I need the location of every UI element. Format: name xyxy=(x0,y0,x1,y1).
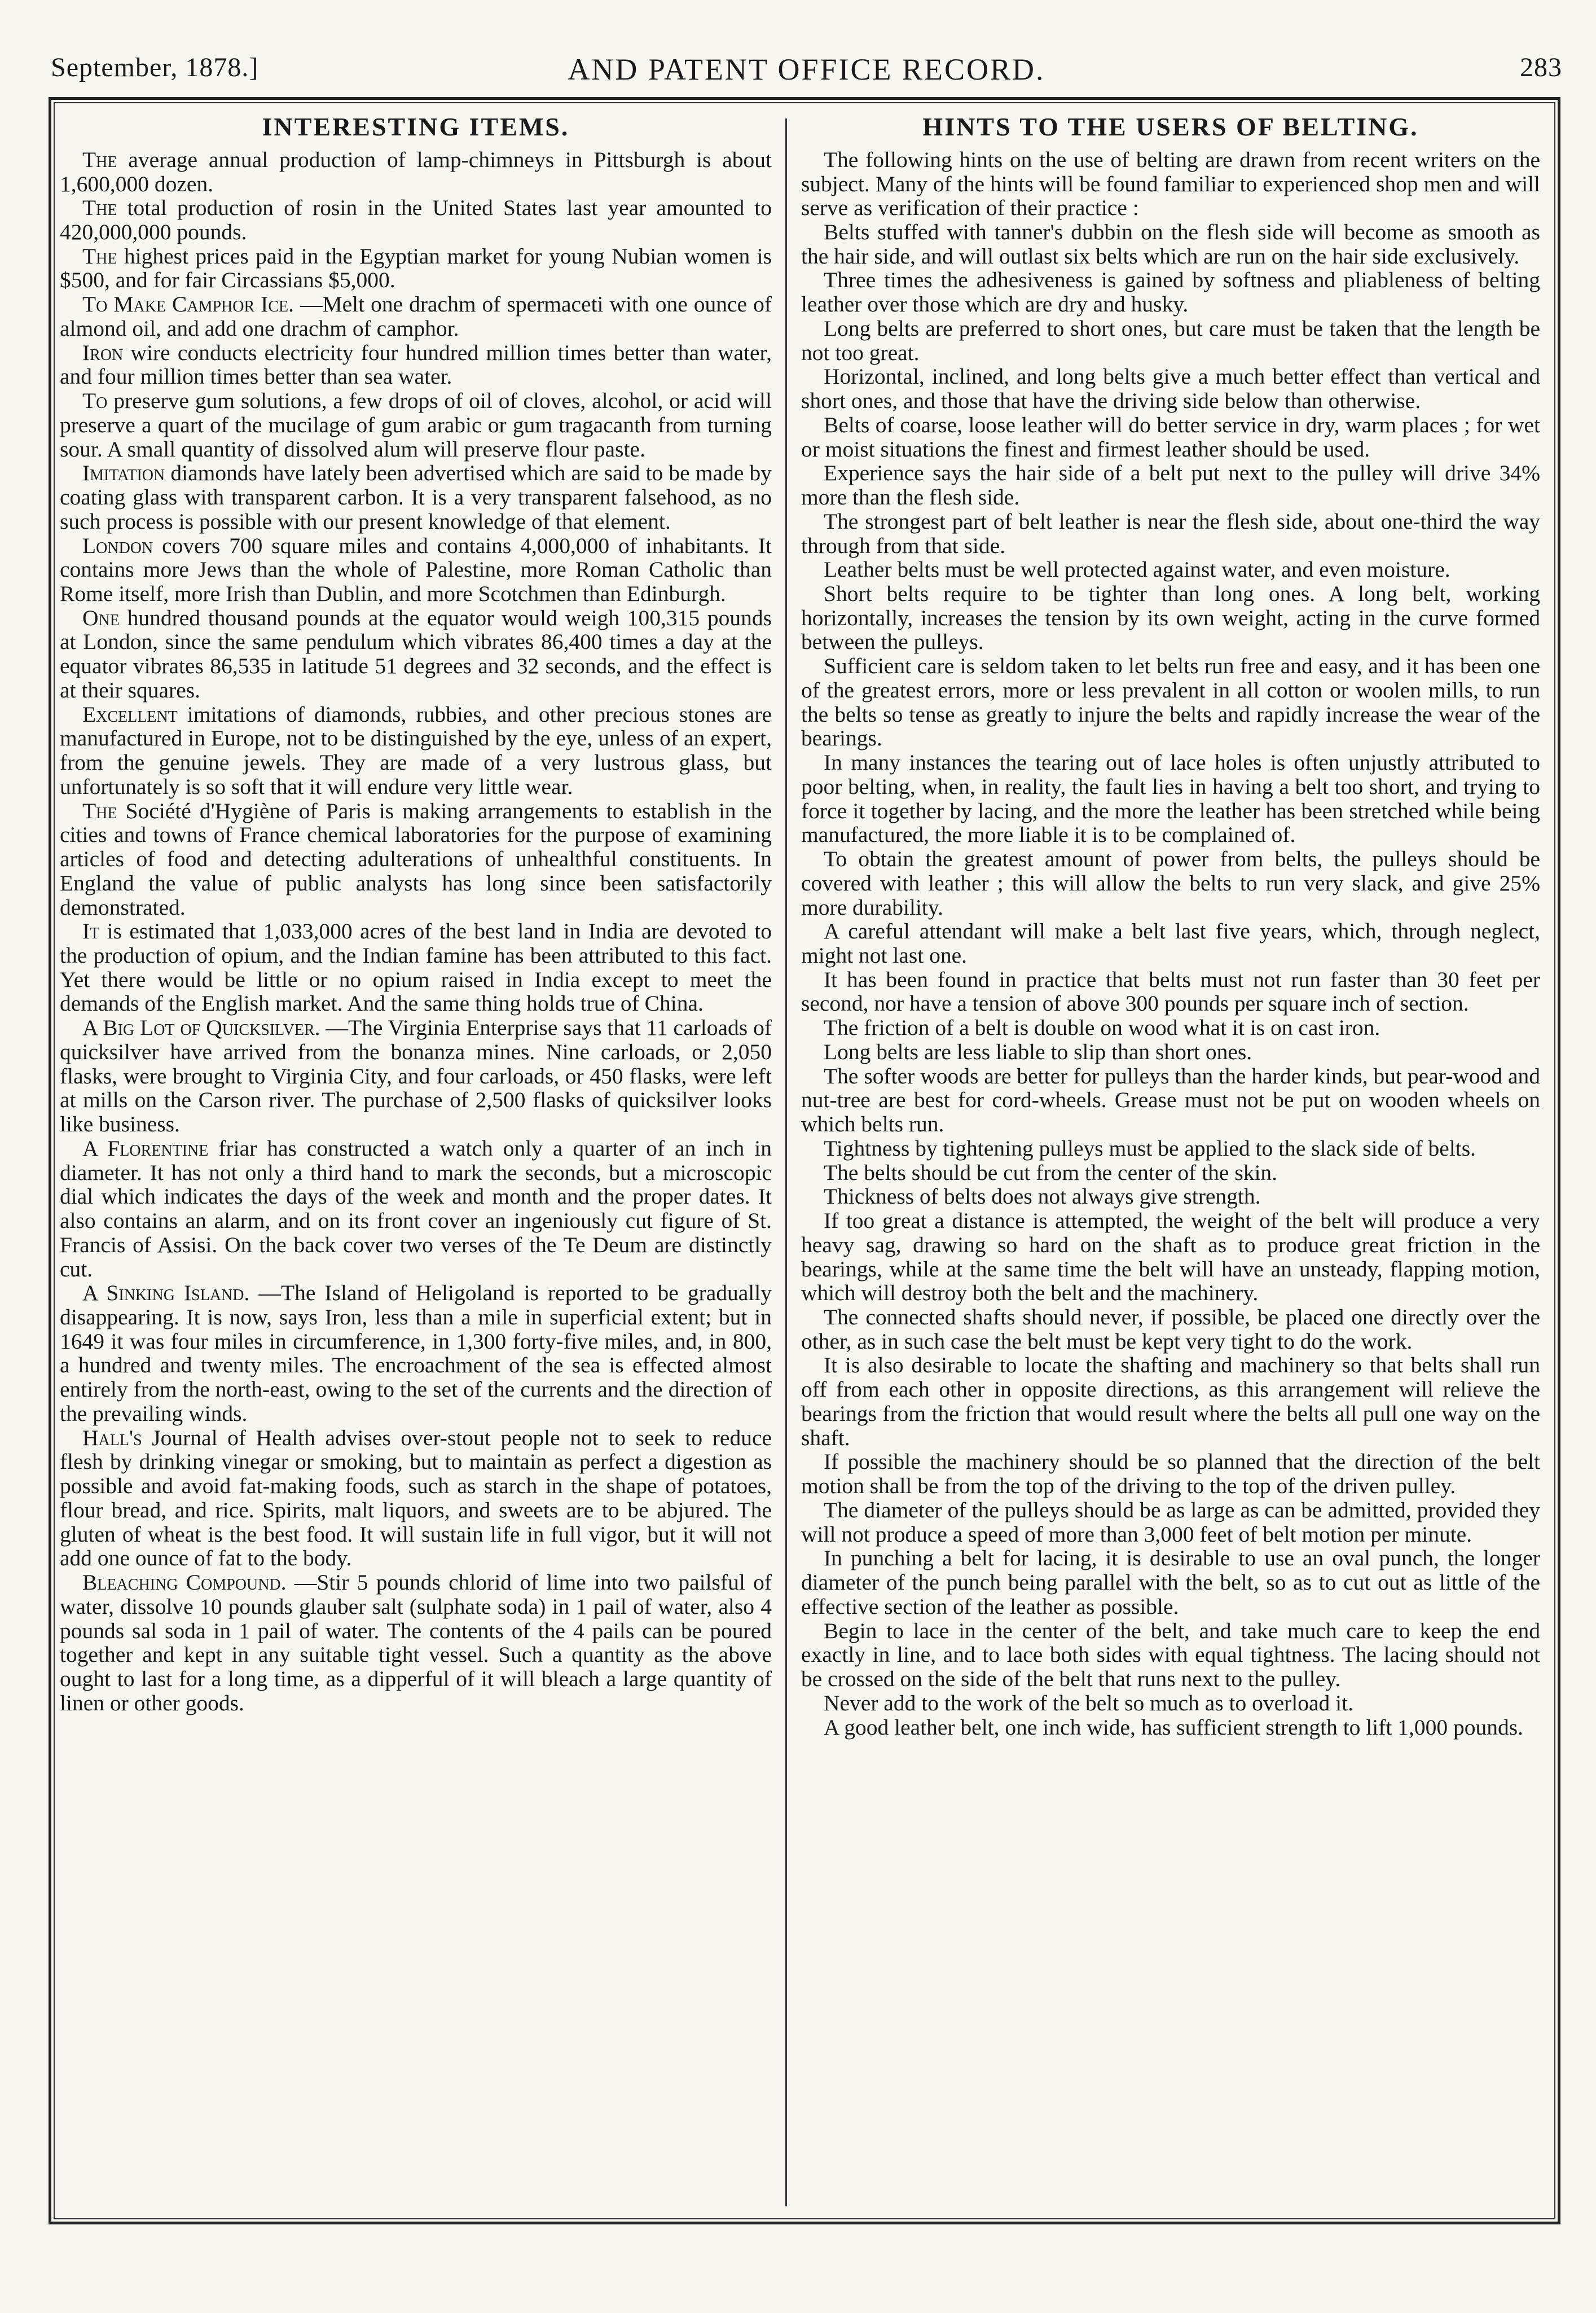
item-lead: To Make Camphor Ice. xyxy=(82,292,294,317)
item-text: —The Island of Heligoland is reported to be gradually disappearing. It is now, says Iron, less than a mile in superficial extent; but in 1649 it was four miles in circumference, in 1,300 forty-five miles, and, in 800, a hundred and twenty miles. The encroachment of the sea is effected almost entirely from the north-east, owing to the set of the currents and the direction of the prevailing winds. xyxy=(60,1280,772,1426)
hint-paragraph: The softer woods are better for pulleys than the harder kinds, but pear-wood and nut-tree are best for cord-wheels. Grease must not be put on wooden wheels on which belts run. xyxy=(801,1063,1540,1137)
hint-paragraph: Leather belts must be well protected against water, and even moisture. xyxy=(824,557,1450,582)
item-text: —Stir 5 pounds chlorid of lime into two pailsful of water, dissolve 10 pounds glauber salt (sulphate soda) in 1 pail of water, also 4 pounds sal soda in 1 pail of water. The contents of the 4 pails can be poured together and kept in any suitable tight vessel. Such a quantity as the above ought to last for a long time, as a dipperful of it will bleach a large quantity of linen or other goods. xyxy=(60,1570,772,1715)
item-paragraph xyxy=(60,606,772,703)
item-lead: It xyxy=(82,919,100,944)
item-lead: Bleaching Compound. xyxy=(82,1570,287,1595)
hint-paragraph: It has been found in practice that belts must not run faster than 30 feet per second, nor have a tension of above 300 pounds per square inch of section. xyxy=(801,967,1540,1016)
item-paragraph xyxy=(60,703,772,799)
item-text: hundred thousand pounds at the equator would weigh 100,315 pounds at London, since the same pendulum which vibrates 86,400 times a day at the equator vibrates 86,535 in latitude 51 degrees and 32 seconds, and the effect is at their squares. xyxy=(60,605,772,703)
item-paragraph xyxy=(60,196,772,244)
hint-paragraph: Long belts are less liable to slip than short ones. xyxy=(824,1039,1252,1064)
hint-paragraph: Never add to the work of the belt so much as to overload it. xyxy=(824,1690,1353,1715)
running-head xyxy=(51,52,1562,86)
item-lead: Hall's xyxy=(82,1425,142,1450)
hint-paragraph: Three times the adhesiveness is gained by softness and pliableness of belting leather over those which are dry and husky. xyxy=(801,267,1540,317)
item-paragraph xyxy=(60,341,772,389)
item-text: imitations of diamonds, rubbies, and other precious stones are manufactured in Europe, not to be distinguished by the eye, unless of an expert, from the genuine jewels. They are made of a very lustrous glass, but unfortunately is so soft that it will endure very little wear. xyxy=(60,701,772,799)
item-text: is estimated that 1,033,000 acres of the best land in India are devoted to the production of opium, and the Indian famine has been attributed to this fact. Yet there would be little or no opium raised in India except to meet the demands of the English market. And the same thing holds true of China. xyxy=(60,919,772,1016)
item-text: wire conducts electricity four hundred million times better than water, and four million times better than sea water. xyxy=(60,340,772,389)
hint-paragraph: Experience says the hair side of a belt put next to the pulley will drive 34% more than the flesh side. xyxy=(801,460,1540,510)
item-text: Société d'Hygiène of Paris is making arrangements to establish in the cities and towns of France chemical laboratories for the purpose of examining articles of food and detecting adulterations of unhealthful constituents. In England the value of public analysts has long since been satisfactorily demonstrated. xyxy=(60,798,772,920)
issue-date: September, 1878.] xyxy=(51,52,259,82)
item-text: friar has constructed a watch only a quarter of an inch in diameter. It has not only a third hand to mark the seconds, but a microscopic dial which indicates the days of the week and month and the proper dates. It also contains an alarm, and on its front cover an ingeniously cut figure of St. Francis of Assisi. On the back cover two verses of the Te Deum are distinctly cut. xyxy=(60,1135,772,1281)
hint-paragraph: Belts of coarse, loose leather will do better service in dry, warm places ; for wet or moist situations the finest and firmest leather should be used. xyxy=(801,412,1540,462)
item-text: average annual production of lamp-chimneys in Pittsburgh is about 1,600,000 dozen. xyxy=(60,147,772,196)
hint-paragraph: The following hints on the use of belting are drawn from recent writers on the subject. Many of the hints will be found familiar to experienced shop men and will serve as verification of their practice : xyxy=(801,147,1540,221)
hint-paragraph: A good leather belt, one inch wide, has sufficient strength to lift 1,000 pounds. xyxy=(824,1714,1524,1740)
hint-paragraph: Thickness of belts does not always give strength. xyxy=(824,1184,1261,1209)
item-lead: A Big Lot of Quicksilver. xyxy=(82,1015,320,1041)
item-text: preserve gum solutions, a few drops of oil of cloves, alcohol, or acid will preserve a quart of the mucilage of gum arabic or gum tragacanth from turning sour. A small quantity of dissolved alum will preserve flour paste. xyxy=(60,388,772,462)
item-text: —Melt one drachm of spermaceti with one ounce of almond oil, and add one drachm of camphor. xyxy=(60,292,772,341)
item-lead: The xyxy=(82,147,117,172)
journal-title: AND PATENT OFFICE RECORD. xyxy=(568,52,1045,86)
item-paragraph xyxy=(60,1570,772,1715)
belting-hints-column xyxy=(801,113,1540,2212)
hint-paragraph: Short belts require to be tighter than long ones. A long belt, working horizontally, increases the tension by its own weight, acting in the curve formed between the pulleys. xyxy=(801,581,1540,655)
item-paragraph xyxy=(60,148,772,196)
item-lead: To xyxy=(82,388,108,414)
item-lead: One xyxy=(82,605,120,630)
item-text: highest prices paid in the Egyptian market for young Nubian women is $500, and for fair Circassians $5,000. xyxy=(60,243,772,293)
hint-paragraph: The connected shafts should never, if possible, be placed one directly over the other, as in such case the belt must be kept very tight to do the work. xyxy=(801,1305,1540,1354)
page-number: 283 xyxy=(1520,52,1562,82)
item-paragraph xyxy=(60,534,772,606)
hint-paragraph: In punching a belt for lacing, it is desirable to use an oval punch, the longer diameter of the punch being parallel with the belt, so as to cut out as little of the effective section of the leather as possible. xyxy=(801,1546,1540,1619)
item-paragraph xyxy=(60,1281,772,1425)
hint-paragraph: A careful attendant will make a belt last five years, which, through neglect, might not last one. xyxy=(801,919,1540,968)
hint-paragraph: To obtain the greatest amount of power from belts, the pulleys should be covered with leather ; this will allow the belts to run very slack, and give 25% more durability. xyxy=(801,846,1540,920)
item-paragraph xyxy=(60,919,772,1016)
interesting-items-column xyxy=(60,113,772,2212)
item-paragraph xyxy=(60,244,772,292)
item-lead: Imitation xyxy=(82,460,165,486)
hint-paragraph: The belts should be cut from the center of the skin. xyxy=(824,1160,1278,1185)
hint-paragraph: The diameter of the pulleys should be as large as can be admitted, provided they will not produce a speed of more than 3,000 feet of belt motion per minute. xyxy=(801,1497,1540,1547)
item-lead: The xyxy=(82,798,117,823)
item-text: Journal of Health advises over-stout people not to seek to reduce flesh by drinking vinegar or smoking, but to maintain as perfect a digestion as possible and avoid fat-making foods, such as starch in the shape of potatoes, flour bread, and rice. Spirits, malt liquors, and sweets are to be abjured. The gluten of wheat is the best food. It will sustain life in full vigor, but it will not add one ounce of fat to the body. xyxy=(60,1425,772,1571)
hint-paragraph: The friction of a belt is double on wood what it is on cast iron. xyxy=(824,1015,1380,1041)
item-text: total production of rosin in the United States last year amounted to 420,000,000 pounds. xyxy=(60,195,772,244)
item-paragraph xyxy=(60,1426,772,1570)
item-text: diamonds have lately been advertised which are said to be made by coating glass with transparent carbon. It is a very transparent falsehood, as no such process is possible with our present knowledge of that element. xyxy=(60,460,772,534)
hint-paragraph: Long belts are preferred to short ones, but care must be taken that the length be not too great. xyxy=(801,315,1540,365)
item-lead: Excellent xyxy=(82,701,178,727)
column-rule xyxy=(785,118,787,2206)
hint-paragraph: In many instances the tearing out of lace holes is often unjustly attributed to poor belting, when, in reality, the fault lies in having a belt too short, and trying to force it together by lacing, and the more the leather has been stretched while being manufactured, the more liable it is to be complained of. xyxy=(801,750,1540,848)
belting-hints-list xyxy=(801,148,1540,1739)
interesting-items-list xyxy=(60,148,772,1715)
item-paragraph xyxy=(60,389,772,461)
item-paragraph xyxy=(60,799,772,920)
item-text: —The Virginia Enterprise says that 11 carloads of quicksilver have arrived from the bonanza mines. Nine carloads, or 2,050 flasks, were brought to Virginia City, and four carloads, or 450 flasks, were left at mills on the Carson river. The purchase of 2,500 flasks of quicksilver looks like business. xyxy=(60,1015,772,1137)
item-lead: A Florentine xyxy=(82,1135,209,1161)
hint-paragraph: Belts stuffed with tanner's dubbin on the flesh side will become as smooth as the hair side, and will outlast six belts which are run on the hair side exclusively. xyxy=(801,219,1540,269)
item-paragraph xyxy=(60,1136,772,1281)
hint-paragraph: It is also desirable to locate the shafting and machinery so that belts shall run off from each other in opposite directions, as this arrangement will relieve the bearings from the friction that would result where the belts all pull one way on the shaft. xyxy=(801,1353,1540,1450)
hint-paragraph: Begin to lace in the center of the belt, and take much care to keep the end exactly in line, and to lace both sides with equal tightness. The lacing should not be crossed on the side of the belt that runs next to the pulley. xyxy=(801,1618,1540,1692)
interesting-items-heading: INTERESTING ITEMS. xyxy=(262,113,570,141)
hint-paragraph: Tightness by tightening pulleys must be applied to the slack side of belts. xyxy=(824,1135,1476,1161)
item-paragraph xyxy=(60,292,772,340)
item-lead: London xyxy=(82,533,153,558)
belting-hints-heading: HINTS TO THE USERS OF BELTING. xyxy=(922,113,1419,141)
item-text: covers 700 square miles and contains 4,000,000 of inhabitants. It contains more Jews than the whole of Palestine, more Roman Catholic than Rome itself, more Irish than Dublin, and more Scotchmen than Edinburgh. xyxy=(60,533,772,606)
item-lead: The xyxy=(82,195,117,221)
item-paragraph xyxy=(60,1016,772,1136)
item-lead: The xyxy=(82,243,117,269)
hint-paragraph: If possible the machinery should be so planned that the direction of the belt motion shall be from the top of the driving to the top of the driven pulley. xyxy=(801,1449,1540,1499)
hint-paragraph: If too great a distance is attempted, the weight of the belt will produce a very heavy sag, drawing so hard on the shaft as to produce great friction in the bearings, while at the same time the belt will have an unsteady, flapping motion, which will destroy both the belt and the machinery. xyxy=(801,1208,1540,1306)
hint-paragraph: Horizontal, inclined, and long belts give a much better effect than vertical and short ones, and those that have the driving side below than otherwise. xyxy=(801,364,1540,414)
item-lead: Iron xyxy=(82,340,124,365)
hint-paragraph: Sufficient care is seldom taken to let belts run free and easy, and it has been one of the greatest errors, more or less prevalent in all cotton or woolen mills, to run the belts so tense as greatly to injure the belts and rapidly increase the wear of the bearings. xyxy=(801,653,1540,751)
hint-paragraph: The strongest part of belt leather is near the flesh side, about one-third the way through from that side. xyxy=(801,508,1540,558)
item-paragraph xyxy=(60,461,772,533)
item-lead: A Sinking Island. xyxy=(82,1280,250,1306)
